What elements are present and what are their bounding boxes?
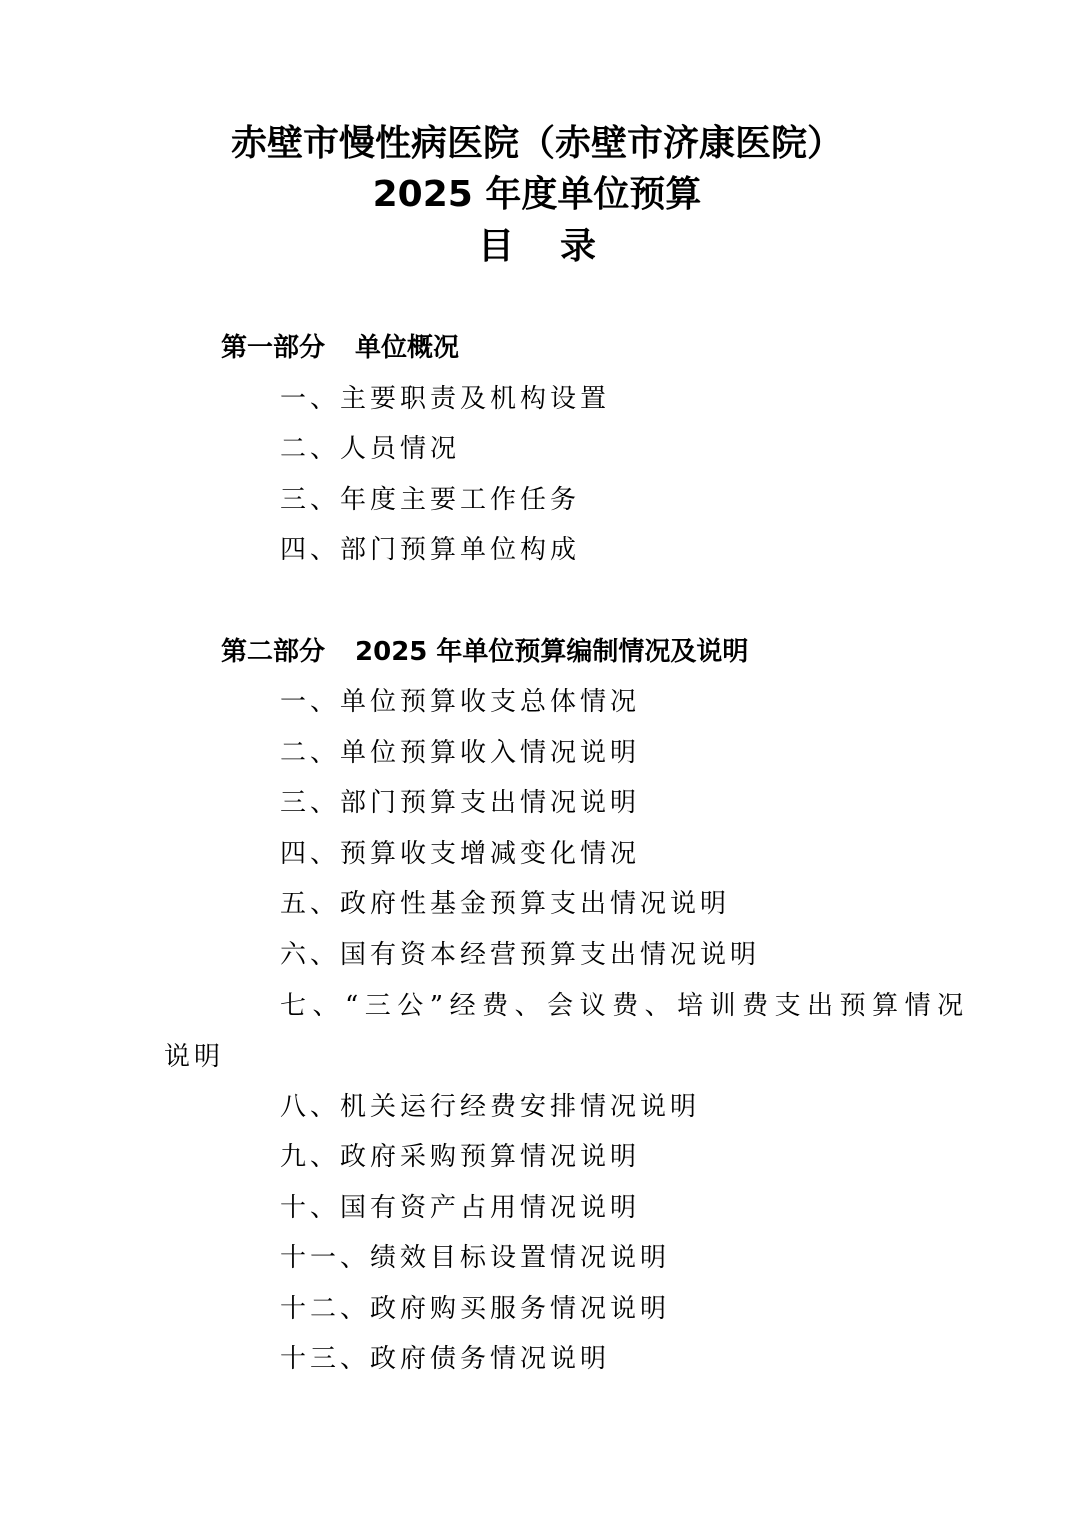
toc-item: 十一、绩效目标设置情况说明 [280, 1243, 671, 1273]
toc-item: 三、部门预算支出情况说明 [280, 788, 641, 818]
document-subtitle: 2025 年度单位预算 [372, 174, 702, 215]
toc-heading-char-2: 录 [560, 226, 597, 267]
part-2-label: 第二部分 [221, 637, 326, 667]
toc-item: 一、单位预算收支总体情况 [280, 687, 641, 717]
toc-item: 八、机关运行经费安排情况说明 [280, 1092, 701, 1122]
toc-item: 四、预算收支增减变化情况 [280, 839, 641, 869]
part-2-name: 2025 年单位预算编制情况及说明 [355, 637, 749, 667]
part-1-name: 单位概况 [355, 333, 460, 363]
part-2-heading [221, 632, 748, 672]
toc-heading-char-1: 目 [477, 226, 514, 267]
part-1-label: 第一部分 [221, 333, 326, 363]
toc-item: 四、部门预算单位构成 [280, 535, 581, 565]
part-1-heading [221, 328, 459, 368]
toc-item: 十二、政府购买服务情况说明 [280, 1294, 671, 1324]
toc-item: 一、主要职责及机构设置 [280, 384, 611, 414]
toc-item: 五、政府性基金预算支出情况说明 [280, 889, 731, 919]
toc-item: 十三、政府债务情况说明 [280, 1344, 611, 1374]
toc-item: 九、政府采购预算情况说明 [280, 1142, 641, 1172]
toc-heading [0, 222, 1074, 272]
document-title: 赤壁市慢性病医院（赤壁市济康医院） [230, 123, 843, 164]
toc-item: 三、年度主要工作任务 [280, 485, 581, 515]
toc-item: 十、国有资产占用情况说明 [280, 1193, 641, 1223]
toc-item: 七、“三公”经费、会议费、培训费支出预算情况 [280, 991, 970, 1021]
toc-item: 二、人员情况 [280, 434, 461, 464]
toc-item-continuation: 说明 [164, 1042, 225, 1072]
toc-item: 六、国有资本经营预算支出情况说明 [280, 940, 761, 970]
toc-item: 二、单位预算收入情况说明 [280, 738, 641, 768]
